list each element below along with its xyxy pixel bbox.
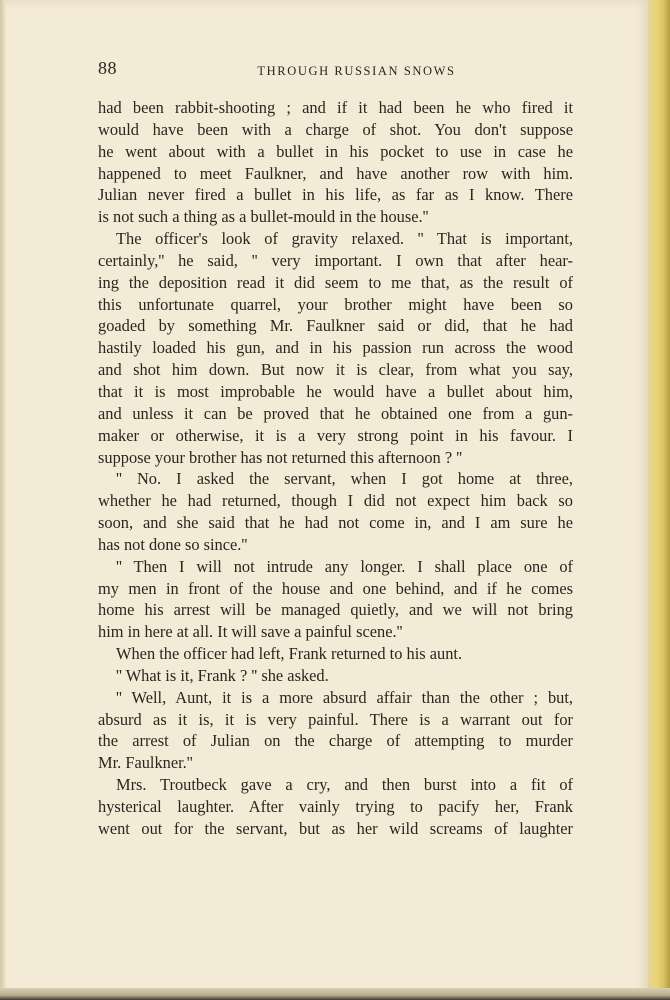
text-line: '' What is it, Frank ? '' she asked. <box>116 665 329 685</box>
text-line: '' No. I asked the servant, when I got home at three, <box>116 469 573 489</box>
text-line: and unless it can be proved that he obtained one from a gun- <box>98 403 573 423</box>
page-gutter-edge <box>0 0 6 1000</box>
text-line: maker or otherwise, it is a very strong point in his favour. I <box>98 425 573 445</box>
text-line: that it is most improbable he would have a bullet about him, <box>98 381 573 401</box>
text-line: ing the deposition read it did seem to me that, as the result of <box>98 272 573 292</box>
text-line: him in here at all. It will save a painful scene.'' <box>98 622 403 642</box>
text-line: is not such a thing as a bullet-mould in the house.'' <box>98 207 429 227</box>
text-line: my men in front of the house and one behind, and if he comes <box>98 578 573 598</box>
text-line: Mrs. Troutbeck gave a cry, and then burst into a fit of <box>116 775 573 795</box>
text-line: certainly,'' he said, '' very important. I own that after hear- <box>98 250 573 270</box>
text-line: had been rabbit-shooting ; and if it had been he who fired it <box>98 98 573 117</box>
text-line: '' Well, Aunt, it is a more absurd affair than the other ; but, <box>116 687 573 707</box>
text-line: absurd as it is, it is very painful. There is a warrant out for <box>98 709 573 729</box>
gilded-page-edge <box>648 0 670 1000</box>
text-line: home his arrest will be managed quietly, and we will not bring <box>98 600 573 620</box>
page-number: 88 <box>98 58 117 78</box>
text-line: hastily loaded his gun, and in his passion run across the wood <box>98 338 573 358</box>
text-line: this unfortunate quarrel, your brother might have been so <box>98 294 573 314</box>
running-head: THROUGH RUSSIAN SNOWS <box>257 64 456 78</box>
text-line: and shot him down. But now it is clear, from what you say, <box>98 360 573 380</box>
text-line: he went about with a bullet in his pocket to use in case he <box>98 141 573 161</box>
text-line: Mr. Faulkner.'' <box>98 753 193 773</box>
text-line: suppose your brother has not returned this afternoon ? '' <box>98 447 463 467</box>
text-line: whether he had returned, though I did not expect him back so <box>98 491 573 511</box>
text-line: happened to meet Faulkner, and have another row with him. <box>98 163 573 183</box>
text-line: would have been with a charge of shot. You don't suppose <box>98 119 573 139</box>
text-line: The officer's look of gravity relaxed. '' That is important, <box>116 229 573 249</box>
text-line: When the officer had left, Frank returned to his aunt. <box>116 644 463 664</box>
text-line: has not done so since.'' <box>98 534 248 554</box>
book-bottom-edge <box>0 988 670 1000</box>
text-line: goaded by something Mr. Faulkner said or did, that he had <box>98 316 573 336</box>
text-line: went out for the servant, but as her wild screams of laughter <box>98 818 573 838</box>
text-line: the arrest of Julian on the charge of attempting to murder <box>98 731 573 751</box>
text-line: soon, and she said that he had not come in, and I am sure he <box>98 513 573 533</box>
text-line: hysterical laughter. After vainly trying to pacify her, Frank <box>98 797 573 816</box>
page-header <box>98 58 573 82</box>
text-line: Julian never fired a bullet in his life, as far as I know. There <box>98 185 573 205</box>
text-line: '' Then I will not intrude any longer. I shall place one of <box>116 556 573 576</box>
body-text <box>98 97 573 840</box>
